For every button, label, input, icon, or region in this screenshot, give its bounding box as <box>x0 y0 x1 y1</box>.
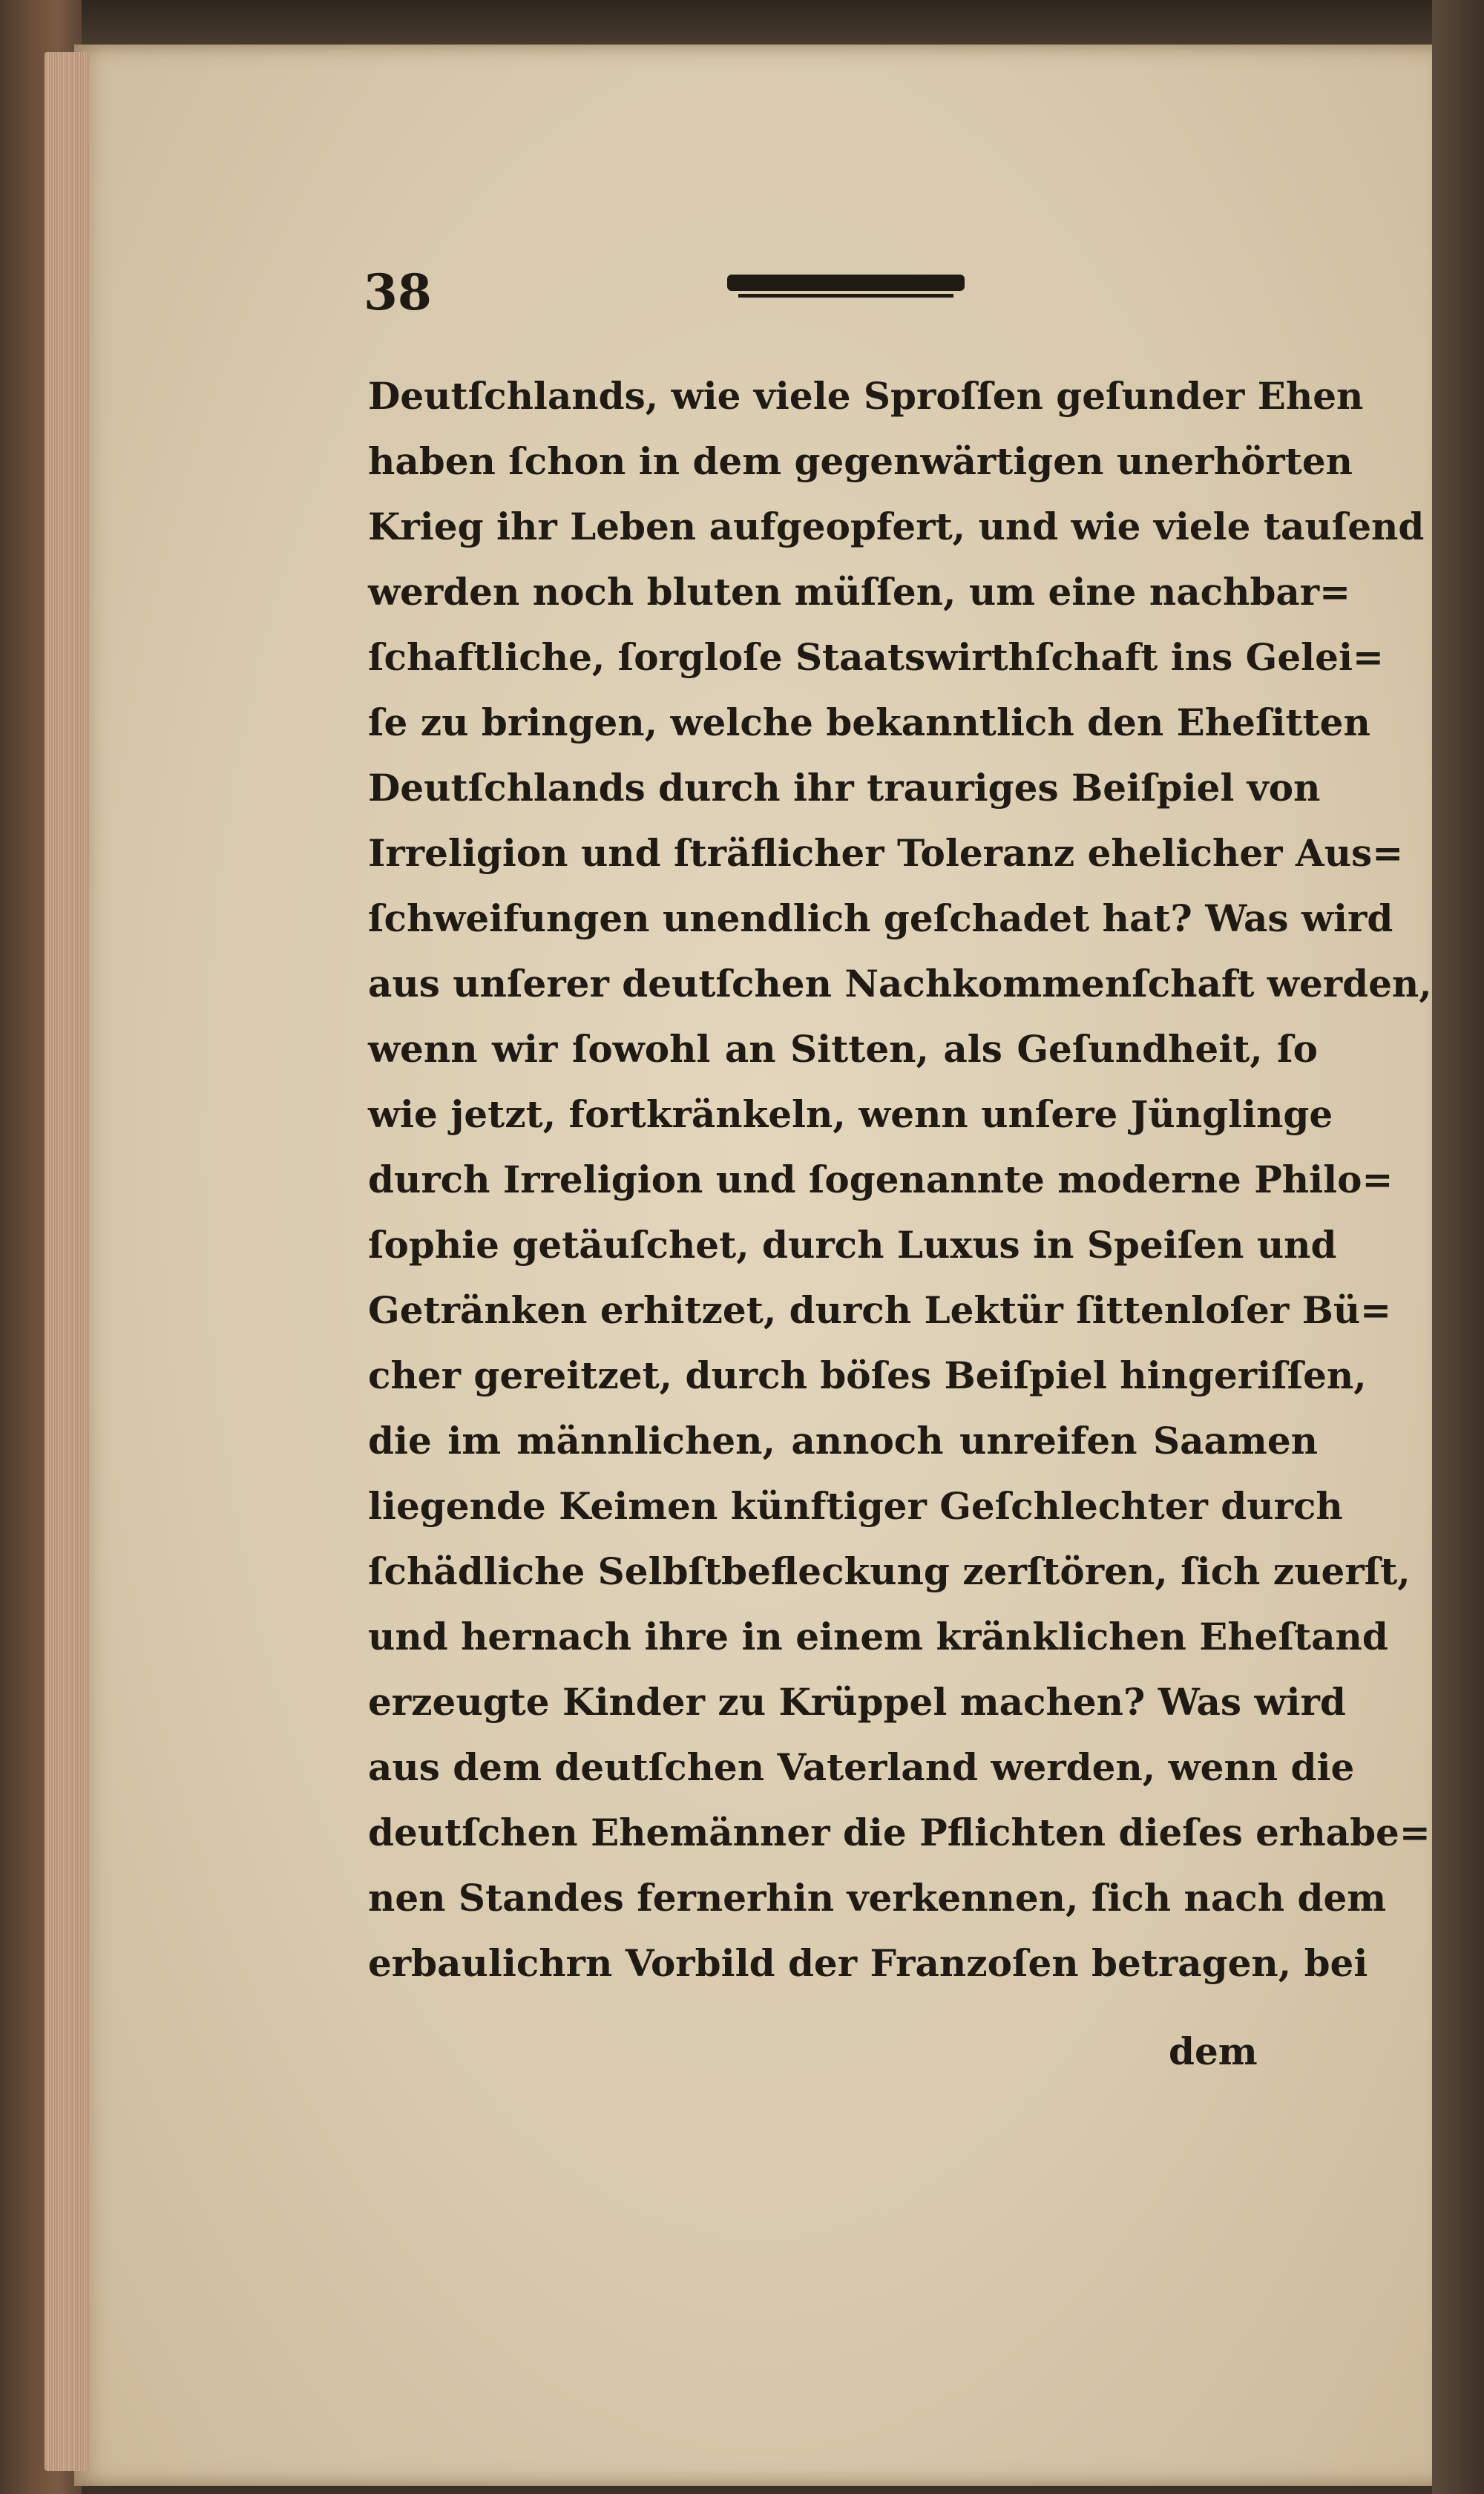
text-line: wie jetzt, fortkränkeln, wenn unſere Jünglinge <box>368 1092 1333 1136</box>
text-line: ſe zu bringen, welche bekanntlich den Eheſitten <box>368 700 1370 744</box>
text-line: erbaulichrn Vorbild der Franzoſen betragen, bei <box>368 1941 1368 1985</box>
text-line: Deutſchlands, wie viele Sproſſen geſunder Ehen <box>368 374 1364 418</box>
text-line: ſchädliche Selbſtbefleckung zerſtören, ſich zuerſt, <box>368 1549 1411 1593</box>
text-line: aus dem deutſchen Vaterland werden, wenn die <box>368 1745 1355 1789</box>
text-line: ſchaftliche, ſorgloſe Staatswirthſchaft ins Gelei= <box>368 635 1384 679</box>
page-stack-left <box>45 52 89 2471</box>
text-line: und hernach ihre in einem kränklichen Eheſtand <box>368 1615 1388 1658</box>
text-line: haben ſchon in dem gegenwärtigen unerhörten <box>368 439 1353 483</box>
text-line: Deutſchlands durch ihr trauriges Beiſpiel von <box>368 766 1321 810</box>
text-line: durch Irreligion und ſogenannte moderne Philo= <box>368 1158 1393 1201</box>
text-line: deutſchen Ehemänner die Pflichten dieſes erhabe= <box>368 1811 1431 1854</box>
text-line: werden noch bluten müſſen, um eine nachbar= <box>368 570 1351 614</box>
text-line: aus unſerer deutſchen Nachkommenſchaft werden, <box>368 962 1432 1005</box>
text-line: erzeugte Kinder zu Krüppel machen? Was wird <box>368 1680 1346 1724</box>
body-text <box>368 364 1432 1996</box>
header-rule-ornament <box>727 275 965 291</box>
text-line: ſophie getäuſchet, durch Luxus in Speiſen und <box>368 1223 1337 1267</box>
text-line: Getränken erhitzet, durch Lektür ſittenloſer Bü= <box>368 1288 1392 1332</box>
text-line: liegende Keimen künftiger Geſchlechter durch <box>368 1484 1343 1528</box>
text-line: cher gereitzet, durch böſes Beiſpiel hingeriſſen, <box>368 1353 1367 1397</box>
text-line: Krieg ihr Leben aufgeopfert, und wie viele tauſend <box>368 505 1425 548</box>
book-cover-right <box>1432 0 1484 2494</box>
text-line: ſchweifungen unendlich geſchadet hat? Was wird <box>368 896 1393 940</box>
catchword: dem <box>1169 2029 1258 2073</box>
page-number: 38 <box>364 263 432 321</box>
text-line: die im männlichen, annoch unreifen Saamen <box>368 1419 1318 1463</box>
text-line: wenn wir ſowohl an Sitten, als Geſundheit, ſo <box>368 1027 1318 1071</box>
text-line: Irreligion und ſträflicher Toleranz ehelicher Aus= <box>368 831 1404 875</box>
text-line: nen Standes fernerhin verkennen, ſich nach dem <box>368 1876 1387 1920</box>
